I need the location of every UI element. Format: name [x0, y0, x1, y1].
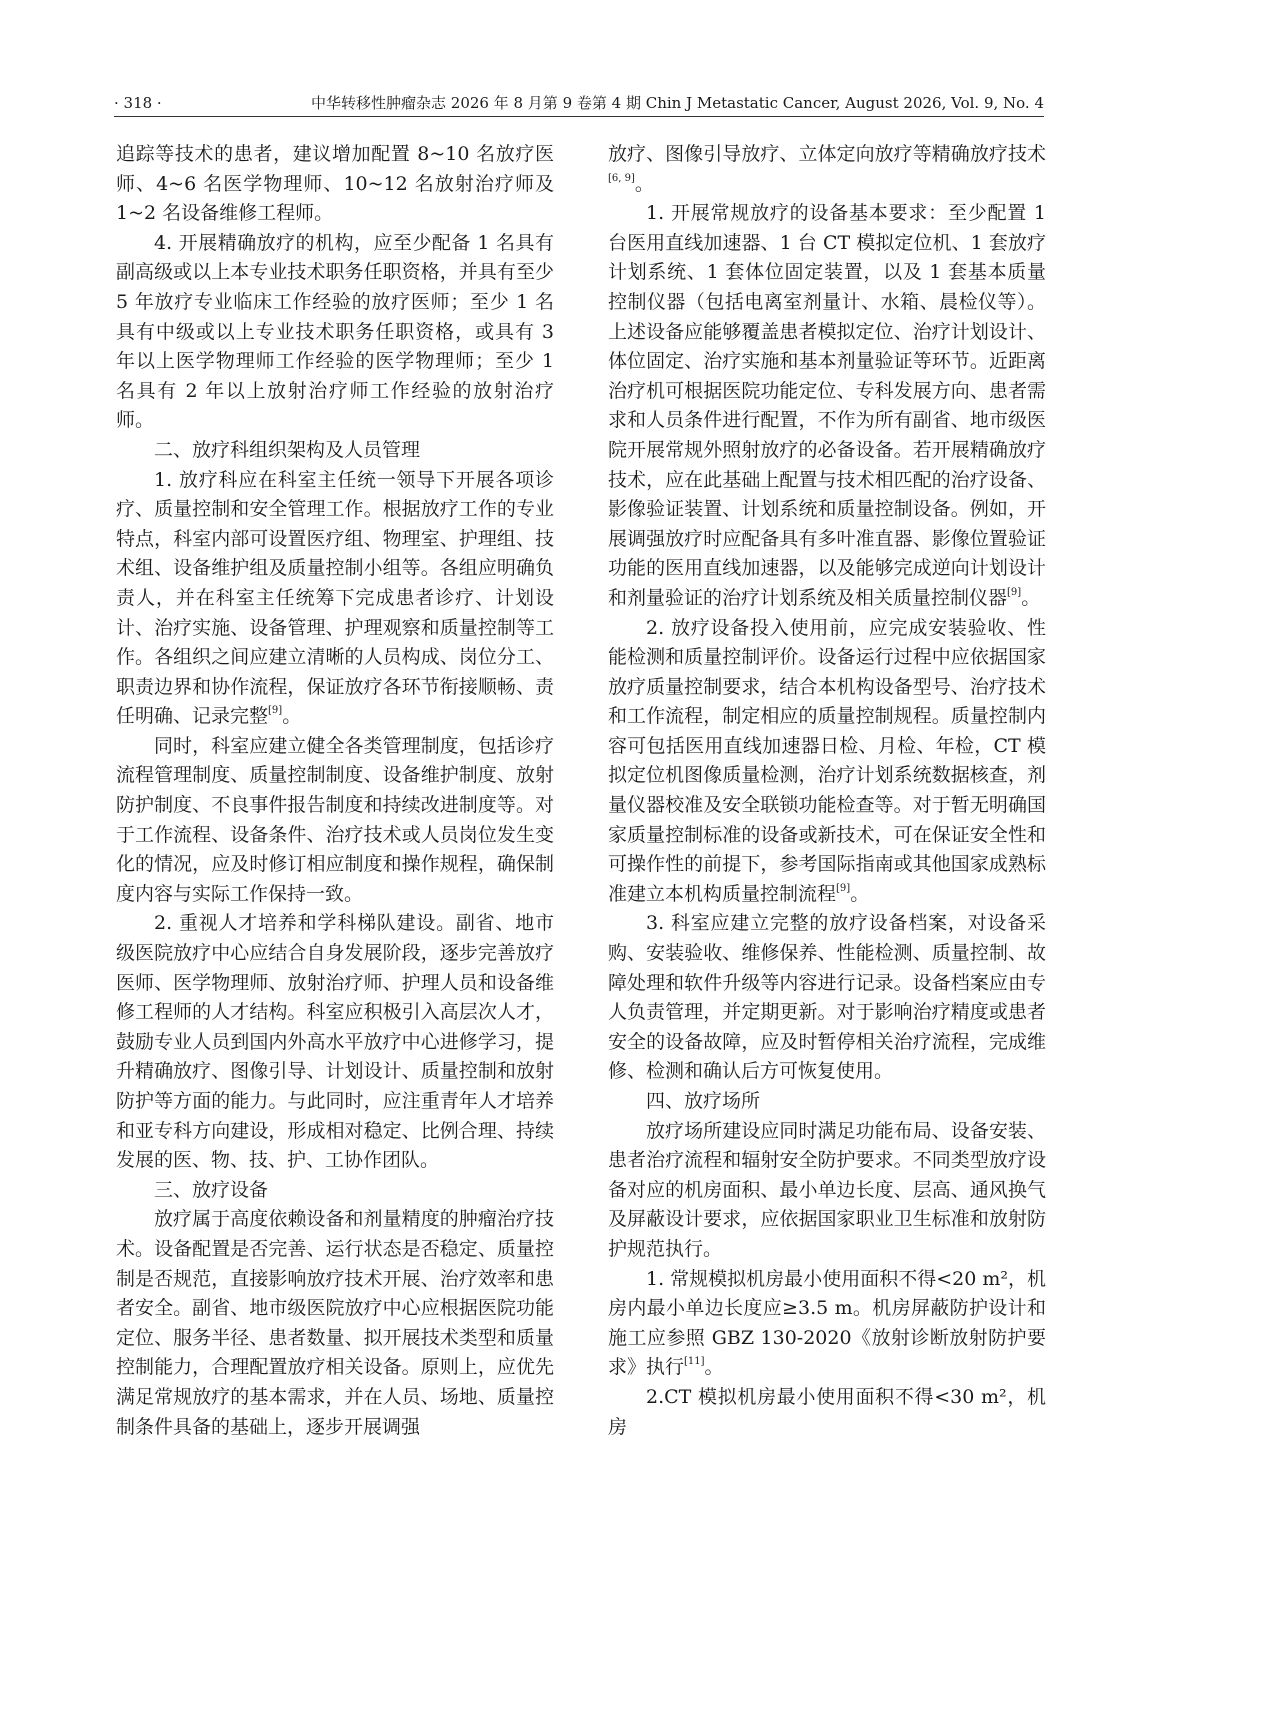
paragraph-text: 2. 放疗设备投入使用前，应完成安装验收、性能检测和质量控制评价。设备运行过程中应依据国家放疗质量控制要求，结合本机构设备型号、治疗技术和工作流程，制定相应的质量控制规程。质量控制内容可包括医用直线加速器日检、月检、年检，CT 模拟定位机图像质量检测，治疗计划系统数据核查，剂量仪器校准及安全联锁功能检查等。对于暂无明确国家质量控制标准的设备或新技术，可在保证安全性和可操作性的前提下，参考国际指南或其他国家成熟标准建立本机构质量控制流程 — [608, 616, 1046, 905]
left-column — [116, 140, 554, 1442]
paragraph-text: 1. 放疗科应在科室主任统一领导下开展各项诊疗、质量控制和安全管理工作。根据放疗工作的专业特点，科室内部可设置医疗组、物理室、护理组、技术组、设备维护组及质量控制小组等。各组应明确负责人，并在科室主任统筹下完成患者诊疗、计划设计、治疗实施、设备管理、护理观察和质量控制等工作。各组织之间应建立清晰的人员构成、岗位分工、职责边界和协作流程，保证放疗各环节衔接顺畅、责任明确、记录完整 — [116, 468, 554, 728]
right-column — [608, 140, 1046, 1442]
paragraph-end: 。 — [634, 172, 654, 195]
paragraph — [608, 140, 1046, 199]
paragraph — [116, 466, 554, 732]
paragraph: 同时，科室应建立健全各类管理制度，包括诊疗流程管理制度、质量控制制度、设备维护制度、放射防护制度、不良事件报告制度和持续改进制度等。对于工作流程、设备条件、治疗技术或人员岗位发生变化的情况，应及时修订相应制度和操作规程，确保制度内容与实际工作保持一致。 — [116, 734, 554, 905]
paragraph: 3. 科室应建立完整的放疗设备档案，对设备采购、安装验收、维修保养、性能检测、质量控制、故障处理和软件升级等内容进行记录。设备档案应由专人负责管理，并定期更新。对于影响治疗精度或患者安全的设备故障，应及时暂停相关治疗流程，完成维修、检测和确认后方可恢复使用。 — [608, 912, 1046, 1083]
page-number: · 318 · — [114, 94, 162, 112]
paragraph-text: 1. 常规模拟机房最小使用面积不得<20 m²，机房内最小单边长度应≥3.5 m。机房屏蔽防护设计和施工应参照 GBZ 130-2020《放射诊断放射防护要求》执行 — [608, 1267, 1046, 1379]
paragraph-end: 。 — [282, 705, 302, 728]
reference-mark: [6, 9] — [608, 172, 635, 184]
paragraph — [608, 1265, 1046, 1383]
journal-citation: 中华转移性肿瘤杂志 2026 年 8 月第 9 卷第 4 期 Chin J Metastatic Cancer, August 2026, Vol. 9, No. 4 — [311, 94, 1044, 112]
paragraph-end: 。 — [704, 1356, 724, 1379]
reference-mark: [9] — [1007, 586, 1022, 598]
paragraph: 4. 开展精确放疗的机构，应至少配备 1 名具有副高级或以上本专业技术职务任职资格，并具有至少 5 年放疗专业临床工作经验的放疗医师；至少 1 名具有中级或以上专业技术职务任职资格，或具有 3 年以上医学物理师工作经验的医学物理师；至少 1 名具有 2 年以上放射治疗师工作经验的放射治疗师。 — [116, 231, 554, 432]
paragraph — [608, 199, 1046, 613]
paragraph — [608, 614, 1046, 910]
reference-mark: [9] — [268, 705, 283, 717]
paragraph-end: 。 — [1021, 586, 1041, 609]
section-heading: 四、放疗场所 — [646, 1090, 761, 1112]
paragraph: 放疗场所建设应同时满足功能布局、设备安装、患者治疗流程和辐射安全防护要求。不同类型放疗设备对应的机房面积、最小单边长度、层高、通风换气及屏蔽设计要求，应依据国家职业卫生标准和放射防护规范执行。 — [608, 1119, 1046, 1260]
paragraph-end: 。 — [850, 882, 870, 905]
paragraph: 2. 重视人才培养和学科梯队建设。副省、地市级医院放疗中心应结合自身发展阶段，逐步完善放疗医师、医学物理师、放射治疗师、护理人员和设备维修工程师的人才结构。科室应积极引入高层次人才，鼓励专业人员到国内外高水平放疗中心进修学习，提升精确放疗、图像引导、计划设计、质量控制和放射防护等方面的能力。与此同时，应注重青年人才培养和亚专科方向建设，形成相对稳定、比例合理、持续发展的医、物、技、护、工协作团队。 — [116, 912, 554, 1172]
reference-mark: [9] — [836, 882, 851, 894]
paragraph: 追踪等技术的患者，建议增加配置 8~10 名放疗医师、4~6 名医学物理师、10~12 名放射治疗师及 1~2 名设备维修工程师。 — [116, 143, 554, 225]
paragraph-text: 放疗、图像引导放疗、立体定向放疗等精确放疗技术 — [608, 143, 1046, 165]
paragraph: 2.CT 模拟机房最小使用面积不得<30 m²，机房 — [608, 1385, 1046, 1438]
running-header — [114, 90, 1044, 117]
paragraph: 放疗属于高度依赖设备和剂量精度的肿瘤治疗技术。设备配置是否完善、运行状态是否稳定、质量控制是否规范，直接影响放疗技术开展、治疗效率和患者安全。副省、地市级医院放疗中心应根据医院功能定位、服务半径、患者数量、拟开展技术类型和质量控制能力，合理配置放疗相关设备。原则上，应优先满足常规放疗的基本需求，并在人员、场地、质量控制条件具备的基础上，逐步开展调强 — [116, 1208, 554, 1438]
section-heading: 二、放疗科组织架构及人员管理 — [154, 438, 421, 461]
section-heading: 三、放疗设备 — [154, 1178, 269, 1201]
paragraph-text: 1. 开展常规放疗的设备基本要求：至少配置 1 台医用直线加速器、1 台 CT 模拟定位机、1 套放疗计划系统、1 套体位固定装置，以及 1 套基本质量控制仪器（包括电离室剂量计、水箱、晨检仪等）。上述设备应能够覆盖患者模拟定位、治疗计划设计、体位固定、治疗实施和基本剂量验证等环节。近距离治疗机可根据医院功能定位、专科发展方向、患者需求和人员条件进行配置，不作为所有副省、地市级医院开展常规外照射放疗的必备设备。若开展精确放疗技术，应在此基础上配置与技术相匹配的治疗设备、影像验证装置、计划系统和质量控制设备。例如，开展调强放疗时应配备具有多叶准直器、影像位置验证功能的医用直线加速器，以及能够完成逆向计划设计和剂量验证的治疗计划系统及相关质量控制仪器 — [608, 202, 1046, 609]
reference-mark: [11] — [684, 1356, 705, 1368]
